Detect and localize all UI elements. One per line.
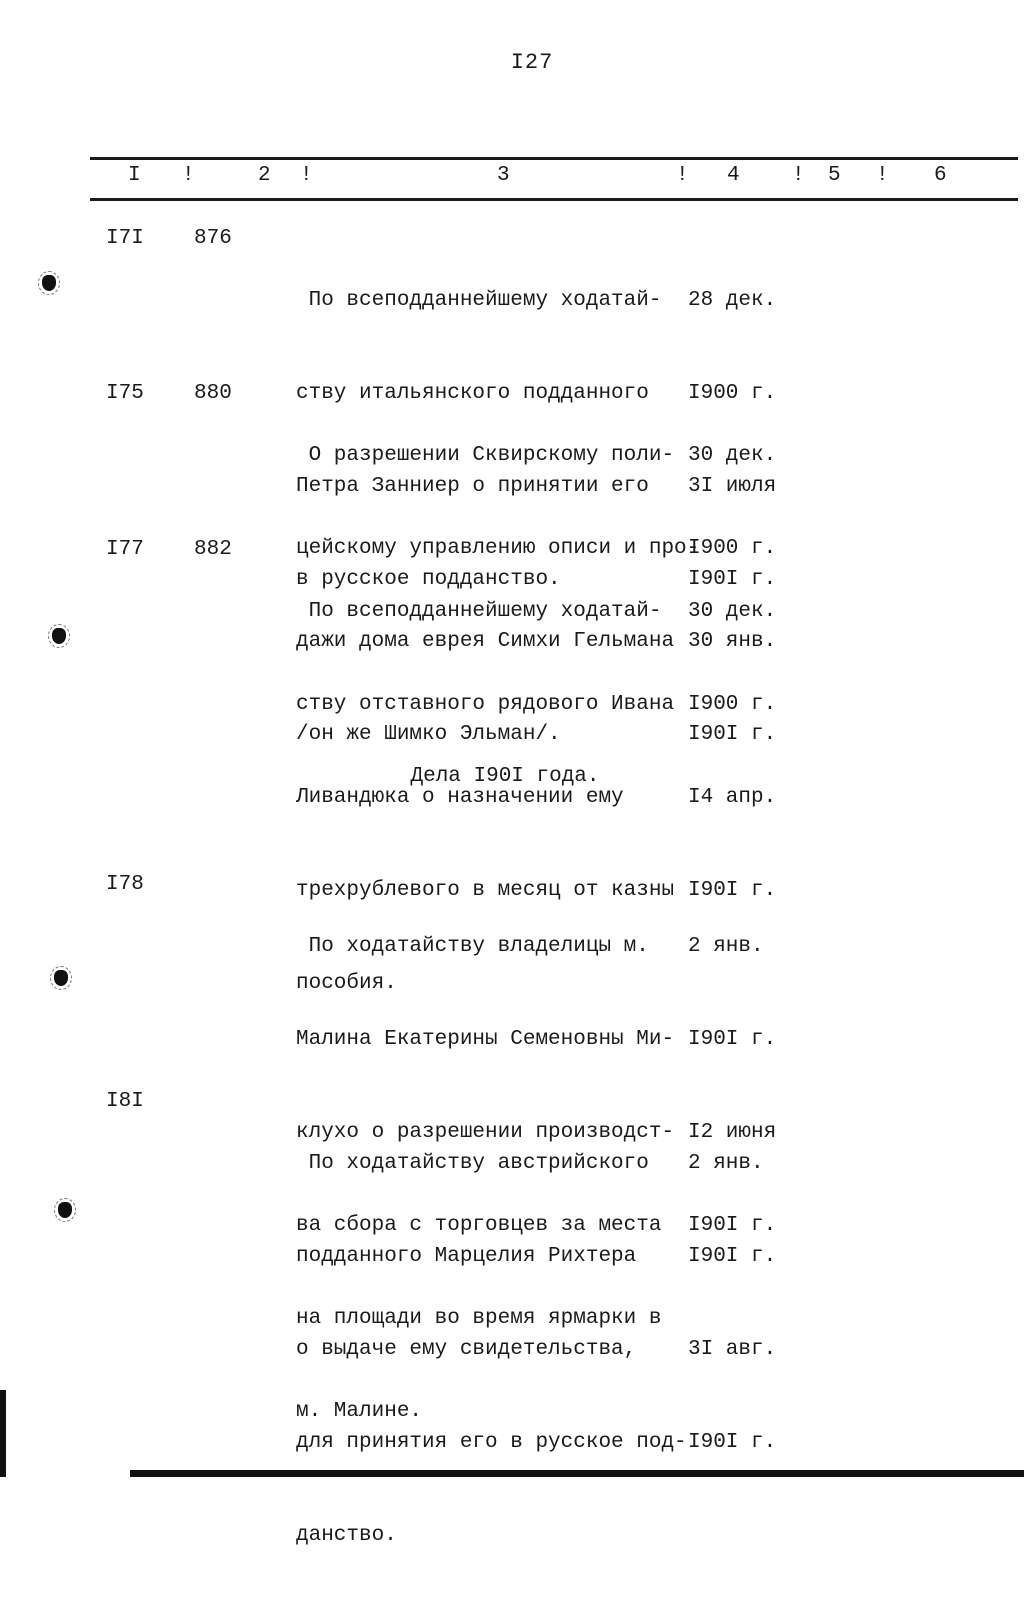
- header-col-5: 5: [828, 164, 841, 187]
- case-dates: 30 дек. I900 г. 30 янв. I90I г.: [688, 444, 777, 746]
- case-number: 876: [194, 227, 232, 250]
- header-sep: !: [792, 164, 805, 187]
- case-title: По всеподданнейшему ходатай- ству отставного рядового Ивана Ливандюка о назначении ему трехрублевого в месяц от казны пособия.: [296, 600, 675, 995]
- header-col-3: 3: [497, 164, 510, 187]
- scan-left-edge: [0, 1390, 6, 1477]
- header-col-2: 2: [258, 164, 271, 187]
- header-col-4: 4: [727, 164, 740, 187]
- punch-hole-icon: [42, 275, 56, 291]
- punch-hole-icon: [52, 628, 66, 644]
- table-header-bottom-rule: [90, 198, 1018, 201]
- punch-hole-icon: [54, 970, 68, 986]
- section-heading: Дела I90I года.: [410, 765, 600, 788]
- header-col-1: I: [128, 164, 141, 187]
- case-dates: 28 дек. I900 г. 3I июля I90I г.: [688, 289, 777, 591]
- item-number: I78: [106, 873, 144, 896]
- case-dates: 30 дек. I900 г. I4 апр. I90I г.: [688, 600, 777, 902]
- item-number: I8I: [106, 1090, 144, 1113]
- case-dates: 2 янв. I90I г. 3I авг. I90I г.: [688, 1152, 777, 1454]
- case-title: По ходатайству австрийского подданного Марцелия Рихтера о выдаче ему свидетельства, для принятия его в русское под- данство.: [296, 1152, 687, 1547]
- case-title: По всеподданнейшему ходатай- ству итальянского подданного Петра Занниер о принятии его в русское подданство.: [296, 289, 662, 591]
- case-dates: 2 янв. I90I г. I2 июня I90I г.: [688, 935, 777, 1237]
- case-title: О разрешении Сквирскому поли- цейскому управлению описи и про- дажи дома еврея Симхи Гельмана /он же Шимко Эльман/.: [296, 444, 700, 746]
- case-title: По ходатайству владелицы м. Малина Екатерины Семеновны Ми- клухо о разрешении производст- ва сбора с торговцев за места на площади во время ярмарки в м. Малине.: [296, 935, 675, 1423]
- header-sep: !: [300, 164, 313, 187]
- case-number: 880: [194, 382, 232, 405]
- header-sep: !: [182, 164, 195, 187]
- item-number: I77: [106, 538, 144, 561]
- case-number: 882: [194, 538, 232, 561]
- item-number: I75: [106, 382, 144, 405]
- table-header-top-rule: [90, 157, 1018, 160]
- header-sep: !: [876, 164, 889, 187]
- table-header: [0, 164, 1024, 194]
- header-sep: !: [676, 164, 689, 187]
- item-number: I7I: [106, 227, 144, 250]
- punch-hole-icon: [58, 1202, 72, 1218]
- page-number: I27: [510, 50, 554, 75]
- header-col-6: 6: [934, 164, 947, 187]
